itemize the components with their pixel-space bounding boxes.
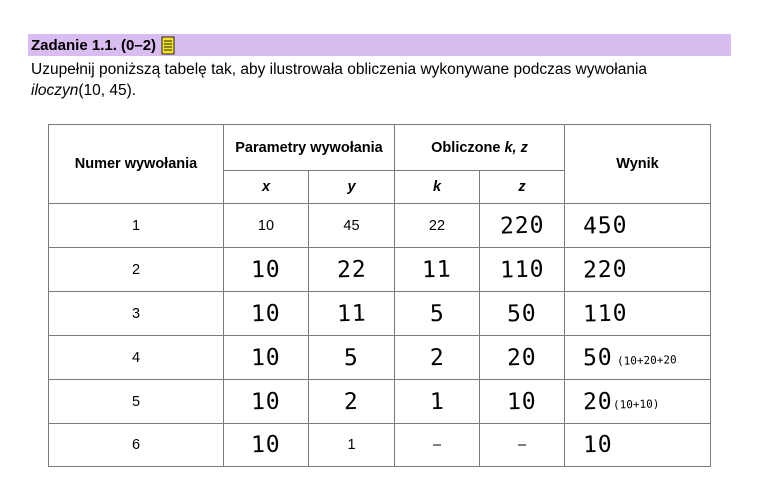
handwritten-x: 10	[250, 344, 282, 371]
cell-y	[309, 380, 395, 424]
header-computed-label: Obliczone	[431, 139, 505, 156]
handwritten-note: (10+20+20	[616, 353, 677, 368]
handwritten-y: 5	[343, 344, 360, 371]
header-numer: Numer wywołania	[49, 125, 224, 204]
handwritten-x: 10	[250, 300, 282, 327]
cell-z: –	[480, 424, 565, 467]
header-params: Parametry wywołania	[224, 125, 395, 171]
task-header	[28, 34, 731, 56]
table-row	[49, 292, 711, 336]
cell-y	[309, 248, 395, 292]
handwritten-z: 50	[506, 300, 538, 327]
handwritten-k: 2	[429, 344, 445, 371]
task-title: Zadanie 1.1. (0–2)	[31, 36, 157, 54]
cell-num: 1	[49, 204, 224, 248]
cell-k: –	[395, 424, 480, 467]
handwritten-wynik: 450	[582, 211, 628, 240]
header-computed-vars: k, z	[504, 139, 528, 156]
handwritten-y: 2	[343, 388, 360, 415]
cell-z	[480, 380, 565, 424]
table-row	[49, 248, 711, 292]
header-k: k	[395, 171, 480, 204]
header-row	[49, 125, 711, 171]
cell-wynik	[565, 248, 711, 292]
cell-x	[224, 248, 309, 292]
handwritten-wynik: 10	[582, 431, 614, 459]
table-row	[49, 204, 711, 248]
cell-k	[395, 336, 480, 380]
handwritten-x: 10	[250, 256, 282, 283]
note-icon	[161, 36, 175, 55]
handwritten-z: 220	[499, 211, 545, 240]
handwritten-y: 22	[336, 256, 367, 283]
call-function: iloczyn	[31, 82, 79, 99]
cell-num: 5	[49, 380, 224, 424]
cell-k	[395, 292, 480, 336]
header-y: y	[309, 171, 395, 204]
handwritten-k: 5	[429, 300, 445, 327]
handwritten-z: 110	[499, 255, 545, 284]
cell-y: 45	[309, 204, 395, 248]
handwritten-k: 1	[429, 388, 445, 415]
cell-num: 4	[49, 336, 224, 380]
cell-y	[309, 336, 395, 380]
calls-table	[48, 124, 711, 467]
cell-z	[480, 204, 565, 248]
header-wynik: Wynik	[565, 125, 711, 204]
cell-x	[224, 336, 309, 380]
cell-z	[480, 248, 565, 292]
header-x: x	[224, 171, 309, 204]
task-instruction	[31, 59, 751, 101]
cell-num: 2	[49, 248, 224, 292]
handwritten-wynik: 20	[582, 388, 614, 415]
cell-x	[224, 424, 309, 467]
cell-wynik	[565, 204, 711, 248]
header-computed	[395, 125, 565, 171]
cell-k: 22	[395, 204, 480, 248]
cell-wynik	[565, 380, 711, 424]
handwritten-wynik: 220	[582, 255, 628, 284]
table-row	[49, 380, 711, 424]
cell-k	[395, 248, 480, 292]
cell-y: 1	[309, 424, 395, 467]
cell-k	[395, 380, 480, 424]
header-z: z	[480, 171, 565, 204]
handwritten-z: 20	[506, 344, 538, 371]
cell-wynik	[565, 292, 711, 336]
handwritten-x: 10	[250, 431, 282, 459]
handwritten-wynik: 50	[582, 344, 614, 371]
table-row	[49, 424, 711, 467]
handwritten-wynik: 110	[582, 299, 628, 328]
handwritten-k: 11	[421, 256, 453, 283]
handwritten-x: 10	[250, 388, 282, 415]
call-args: (10, 45).	[78, 82, 137, 99]
handwritten-note: (10+10)	[612, 397, 660, 412]
cell-num: 6	[49, 424, 224, 467]
cell-z	[480, 292, 565, 336]
cell-x: 10	[224, 204, 309, 248]
handwritten-y: 11	[336, 300, 367, 327]
cell-num: 3	[49, 292, 224, 336]
handwritten-z: 10	[506, 388, 538, 415]
cell-x	[224, 292, 309, 336]
cell-z	[480, 336, 565, 380]
cell-wynik	[565, 424, 711, 467]
instruction-text: Uzupełnij poniższą tabelę tak, aby ilustrowała obliczenia wykonywane podczas wywołania	[31, 61, 648, 78]
cell-wynik	[565, 336, 711, 380]
cell-x	[224, 380, 309, 424]
cell-y	[309, 292, 395, 336]
table-row	[49, 336, 711, 380]
